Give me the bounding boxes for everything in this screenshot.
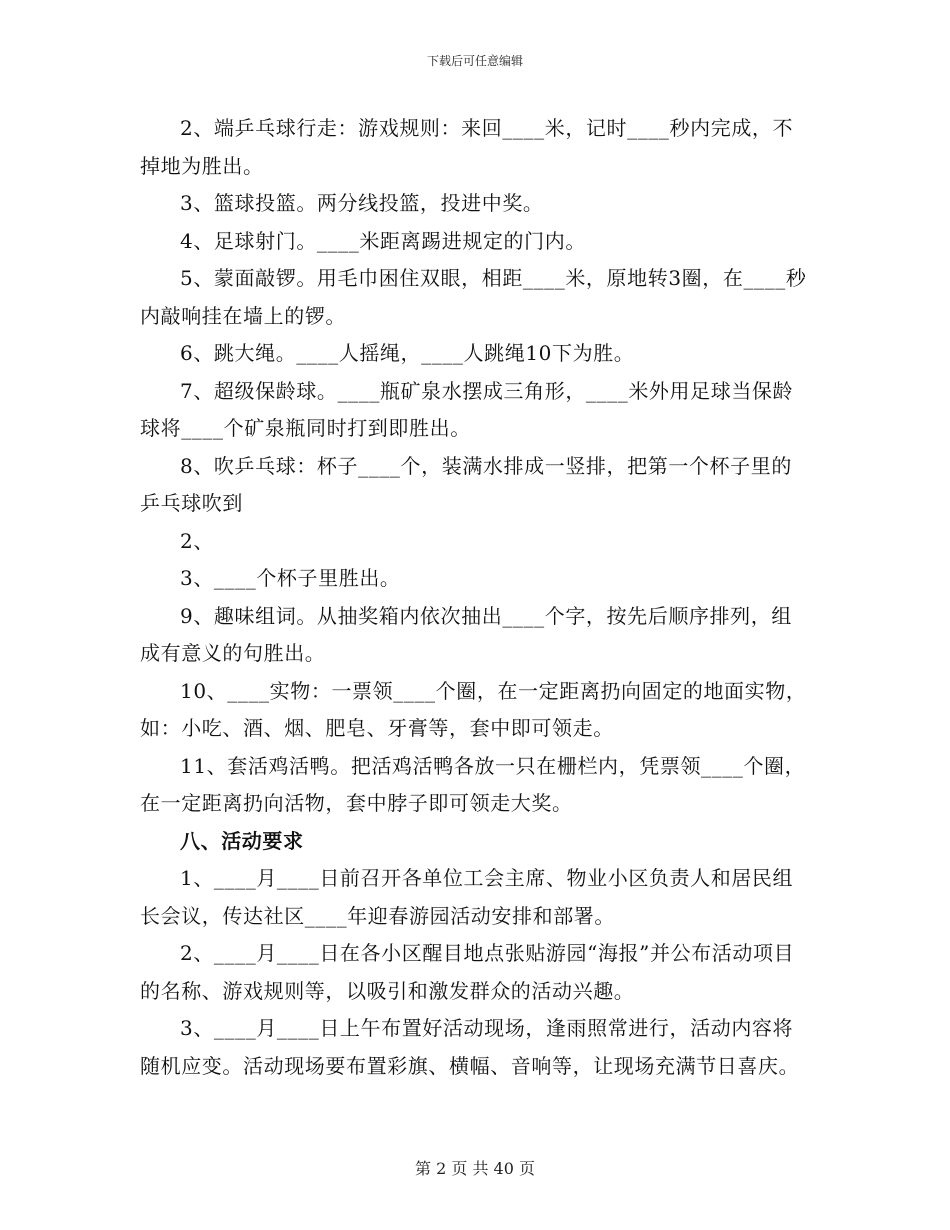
document-body bbox=[140, 110, 808, 1085]
rule-item-poultry-toss: 11、套活鸡活鸭。把活鸡活鸭各放一只在栅栏内，凭票领____个圈，在一定距离扔向活物，套中脖子即可领走大奖。 bbox=[140, 753, 806, 815]
section-heading: 八、活动要求 bbox=[180, 828, 304, 853]
rule-item-basketball: 3、篮球投篮。两分线投篮，投进中奖。 bbox=[180, 191, 544, 215]
rule-item-jump-rope: 6、跳大绳。____人摇绳，____人跳绳10下为胜。 bbox=[180, 341, 635, 365]
rule-item-soccer: 4、足球射门。____米距离踢进规定的门内。 bbox=[180, 228, 586, 253]
rule-item-word-game: 9、趣味组词。从抽奖箱内依次抽出____个字，按先后顺序排列，组成有意义的句胜出。 bbox=[140, 603, 792, 665]
rule-item-blow-ball: 8、吹乒乓球：杯子____个，装满水排成一竖排，把第一个杯子里的乒乓球吹到 bbox=[140, 453, 792, 515]
requirement-item-2: 2、____月____日在各小区醒目地点张贴游园“海报”并公布活动项目的名称、游戏规则等，以吸引和激发群众的活动兴趣。 bbox=[140, 941, 795, 1003]
rule-item-sub-2: 2、 bbox=[180, 528, 214, 553]
rule-item-ping-pong-walk: 2、端乒乓球行走：游戏规则：来回____米，记时____秒内完成，不掉地为胜出。 bbox=[140, 116, 794, 178]
requirement-item-1: 1、____月____日前召开各单位工会主席、物业小区负责人和居民组长会议，传达社区____年迎春游园活动安排和部署。 bbox=[140, 866, 794, 928]
rule-item-ring-toss: 10、____实物：一票领____个圈，在一定距离扔向固定的地面实物，如：小吃、酒、烟、肥皂、牙膏等，套中即可领走。 bbox=[140, 678, 807, 740]
rule-item-gong: 5、蒙面敲锣。用毛巾困住双眼，相距____米，原地转3圈，在____秒内敲响挂在墙上的锣。 bbox=[140, 266, 807, 328]
page-footer: 第 2 页 共 40 页 bbox=[415, 1159, 535, 1178]
rule-item-sub-3: 3、____个杯子里胜出。 bbox=[180, 566, 401, 590]
rule-item-bowling: 7、超级保龄球。____瓶矿泉水摆成三角形，____米外用足球当保龄球将____个矿泉瓶同时打到即胜出。 bbox=[140, 378, 794, 440]
requirement-item-3: 3、____月____日上午布置好活动现场，逢雨照常进行，活动内容将随机应变。活动现场要布置彩旗、横幅、音响等，让现场充满节日喜庆。 bbox=[140, 1016, 800, 1078]
page-header: 下载后可任意编辑 bbox=[426, 54, 523, 68]
